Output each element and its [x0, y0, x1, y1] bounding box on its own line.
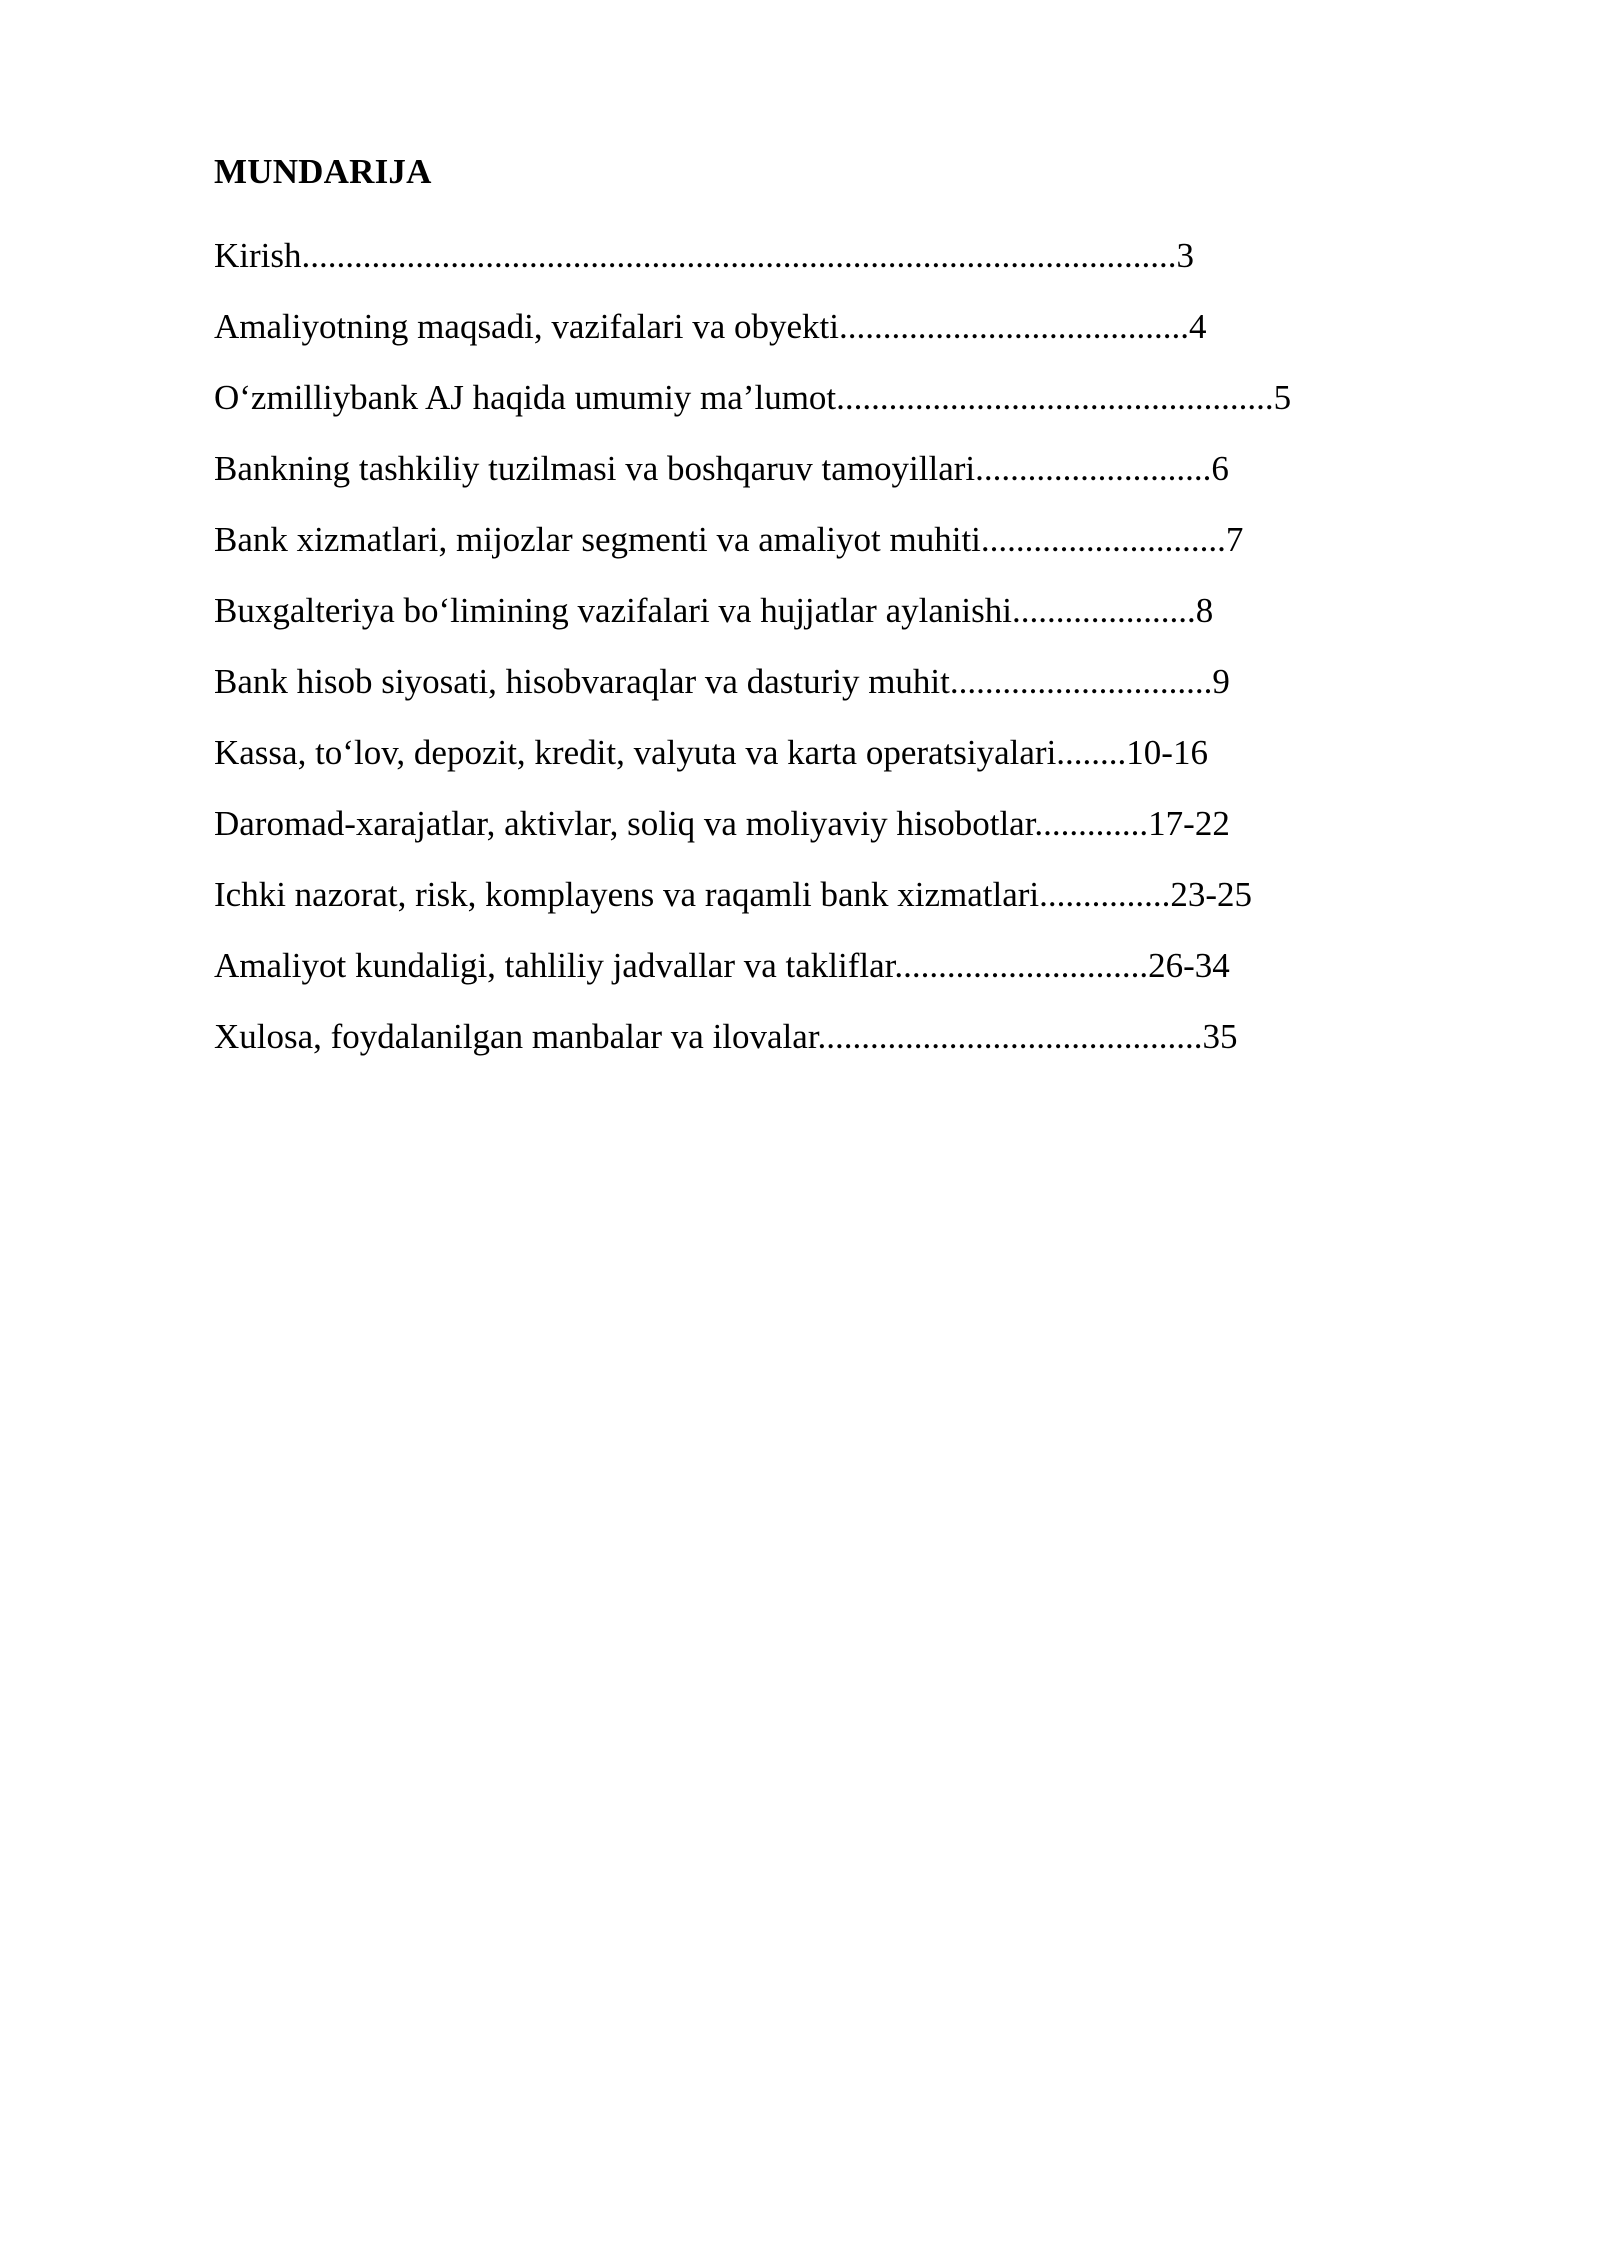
toc-entry-introduction: Kirish....................................................................................................3 [214, 236, 1194, 275]
toc-entry-services: Bank xizmatlari, mijozlar segmenti va amaliyot muhiti............................7 [214, 520, 1244, 559]
table-of-contents [214, 232, 1291, 1084]
toc-entry-accounting-department: Buxgalteriya bo‘limining vazifalari va hujjatlar aylanishi.....................8 [214, 591, 1214, 630]
toc-entry-practice-diary: Amaliyot kundaligi, tahliliy jadvallar va takliflar.............................26-34 [214, 946, 1230, 985]
toc-entry-internal-control: Ichki nazorat, risk, komplayens va raqamli bank xizmatlari...............23-25 [214, 875, 1253, 914]
toc-entry-goals: Amaliyotning maqsadi, vazifalari va obyekti........................................4 [214, 307, 1207, 346]
toc-entry-structure: Bankning tashkiliy tuzilmasi va boshqaruv tamoyillari...........................6 [214, 449, 1229, 488]
toc-entry-operations: Kassa, to‘lov, depozit, kredit, valyuta va karta operatsiyalari........10-16 [214, 733, 1208, 772]
toc-entry-bank-overview: O‘zmilliybank AJ haqida umumiy ma’lumot..................................................5 [214, 378, 1292, 417]
toc-entry-accounting-policy: Bank hisob siyosati, hisobvaraqlar va dasturiy muhit..............................9 [214, 662, 1230, 701]
toc-entry-conclusion: Xulosa, foydalanilgan manbalar va ilovalar............................................35 [214, 1017, 1238, 1056]
toc-entry-financial-reports: Daromad-xarajatlar, aktivlar, soliq va moliyaviy hisobotlar.............17-22 [214, 804, 1230, 843]
toc-title: MUNDARIJA [214, 152, 432, 191]
